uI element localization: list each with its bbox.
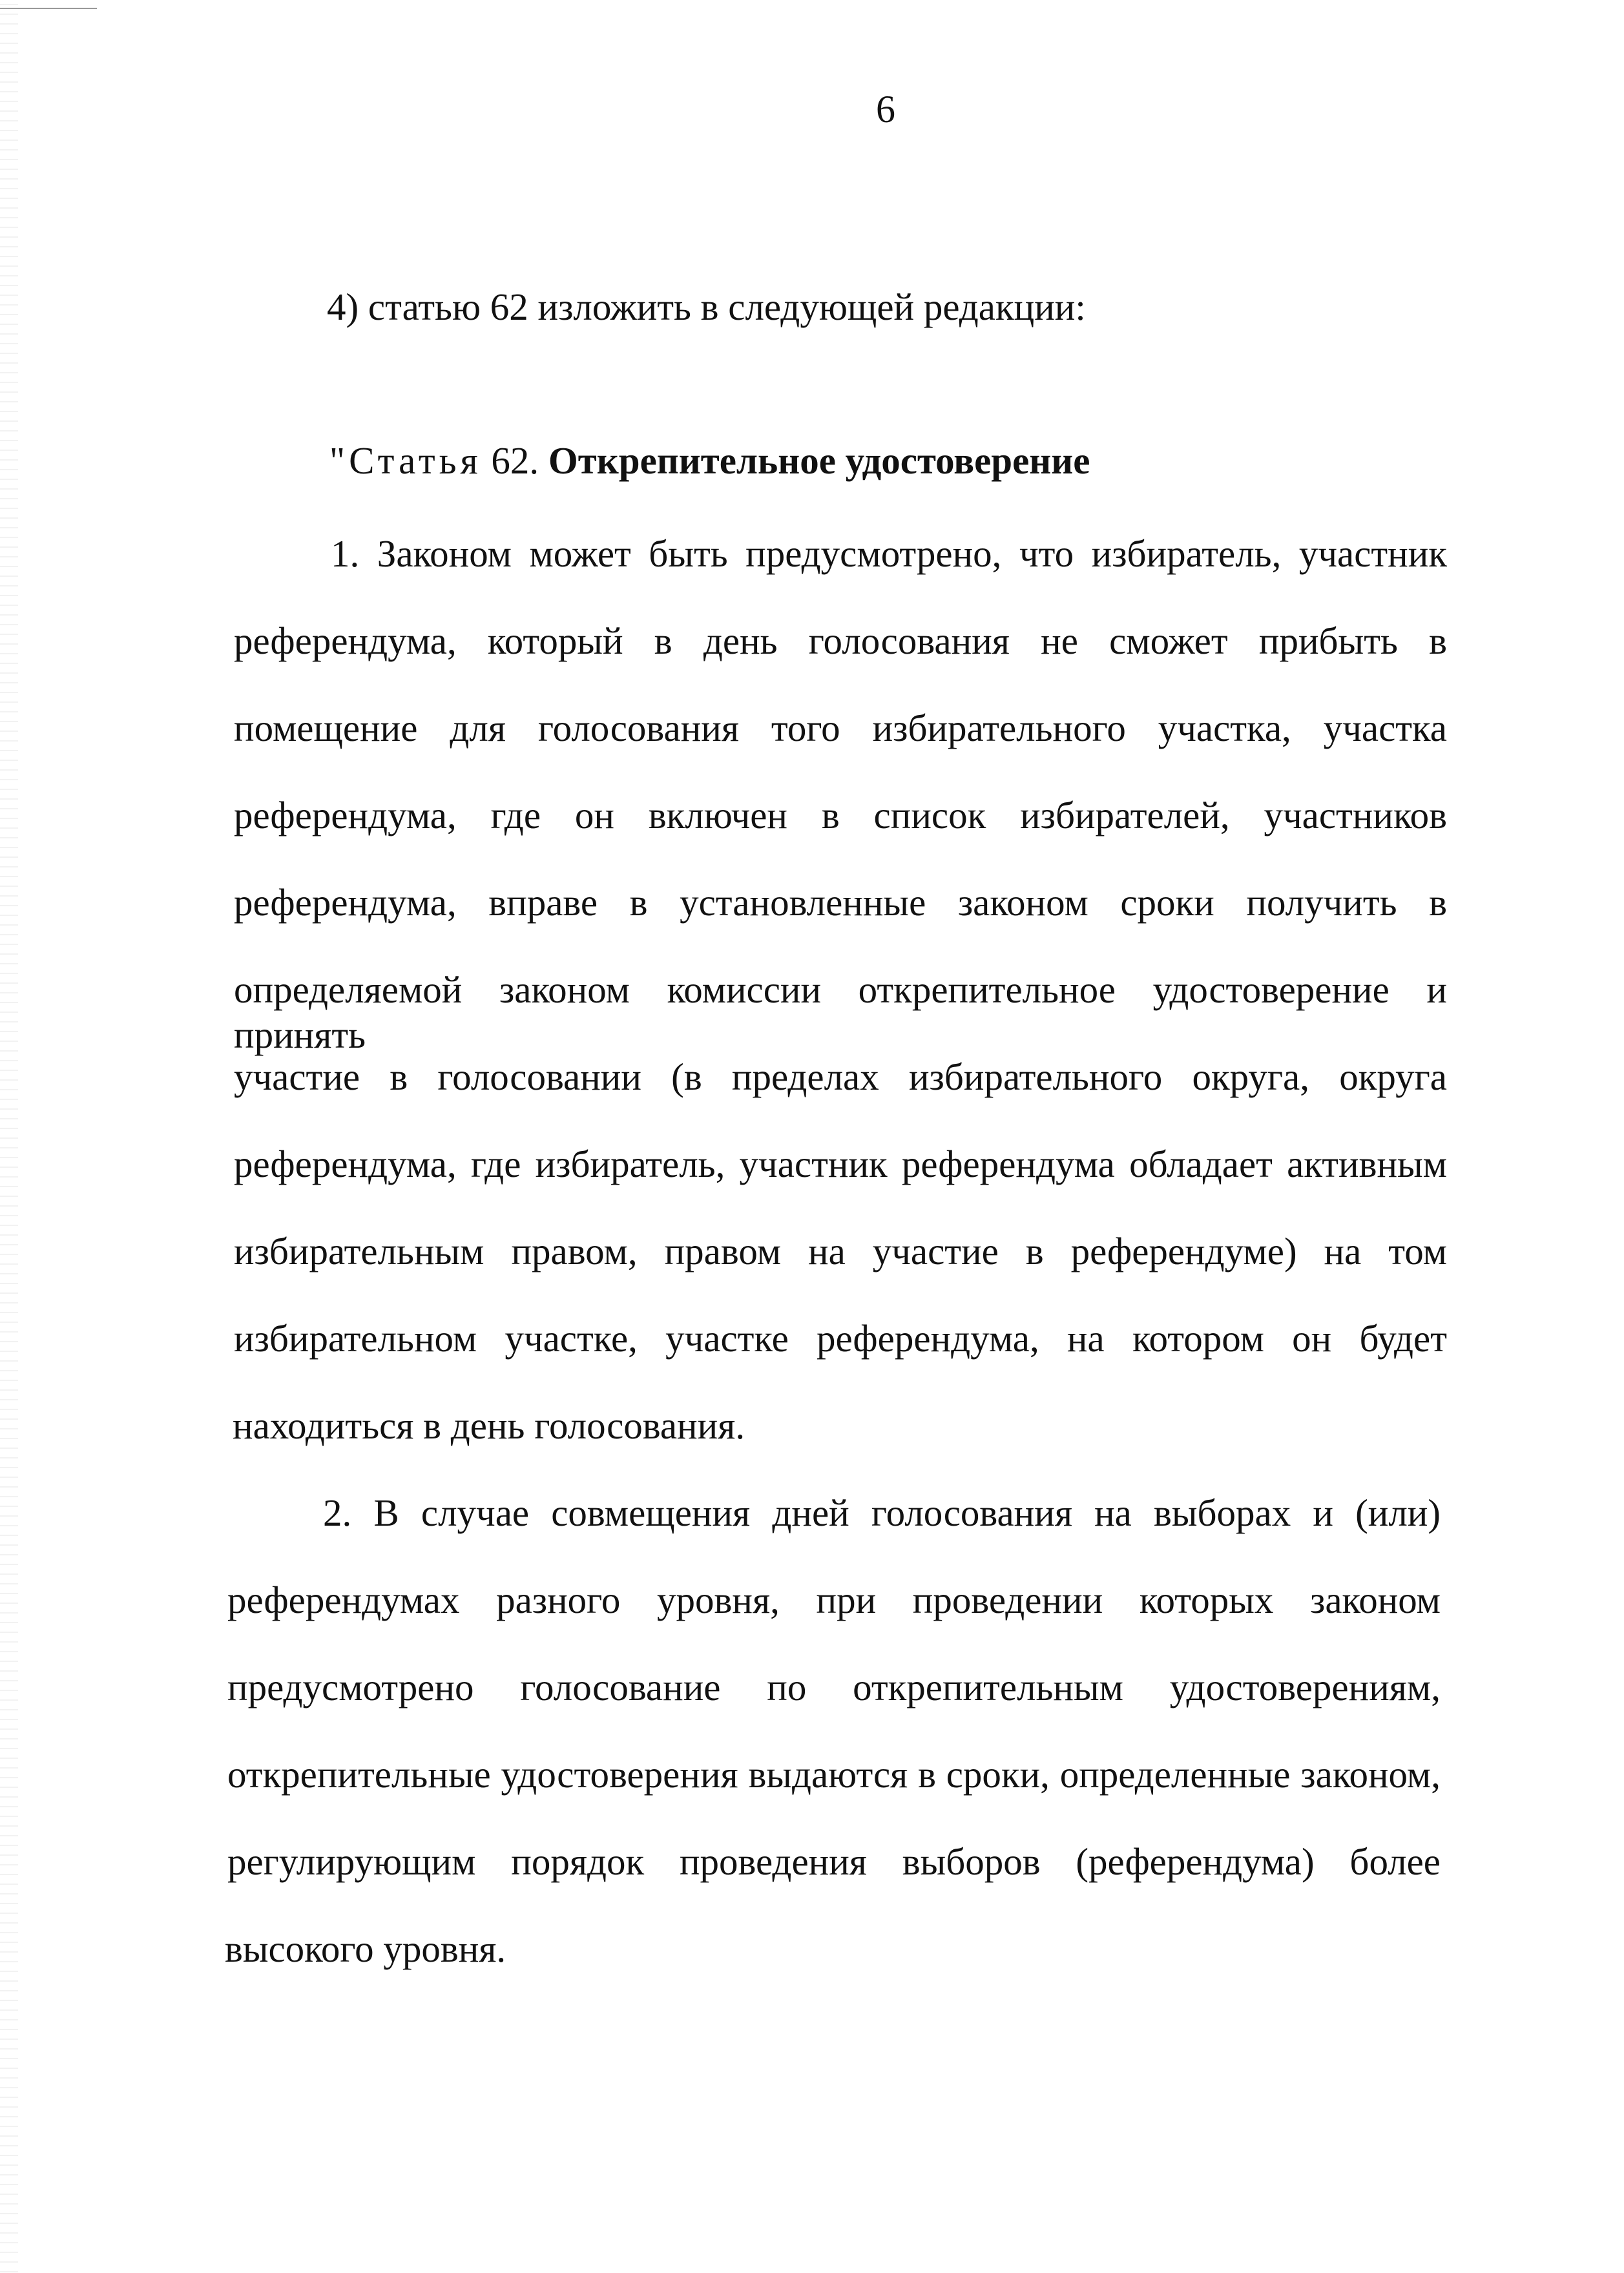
scan-line: [0, 8, 97, 9]
paragraph-1-line: референдума, где избиратель, участник референдума обладает активным: [234, 1143, 1447, 1185]
paragraph-1-line: участие в голосовании (в пределах избирательного округа, округа: [234, 1055, 1447, 1098]
paragraph-2-line: регулирующим порядок проведения выборов (референдума) более: [227, 1840, 1441, 1883]
article-prefix: "Статья: [329, 439, 482, 482]
paragraph-2-line: 2. В случае совмещения дней голосования на выборах и (или): [323, 1491, 1441, 1534]
paragraph-1-line: определяемой законом комиссии открепительное удостоверение и принять: [234, 968, 1447, 1056]
paragraph-1-line: избирательном участке, участке референдума, на котором он будет: [234, 1317, 1447, 1360]
article-heading: [329, 438, 1090, 483]
paragraph-1-line: референдума, где он включен в список избирателей, участников: [234, 794, 1447, 836]
paragraph-2-line: высокого уровня.: [225, 1927, 506, 1970]
paragraph-1-line: референдума, который в день голосования не сможет прибыть в: [234, 619, 1447, 662]
page-number: 6: [876, 88, 895, 130]
scan-edge: [0, 0, 18, 2273]
paragraph-2-line: открепительные удостоверения выдаются в сроки, определенные законом,: [227, 1753, 1441, 1796]
paragraph-1-line: помещение для голосования того избирательного участка, участка: [234, 707, 1447, 749]
paragraph-1-line: референдума, вправе в установленные законом сроки получить в: [234, 881, 1447, 924]
article-number: 62.: [491, 439, 539, 482]
paragraph-1-line: 1. Законом может быть предусмотрено, что избиратель, участник: [331, 532, 1447, 575]
amendment-instruction: 4) статью 62 изложить в следующей редакции:: [327, 285, 1086, 328]
paragraph-1-line: избирательным правом, правом на участие в референдуме) на том: [234, 1230, 1447, 1272]
article-title: Открепительное удостоверение: [548, 439, 1090, 482]
paragraph-1-line: находиться в день голосования.: [233, 1404, 745, 1447]
paragraph-2-line: предусмотрено голосование по открепительным удостоверениям,: [227, 1666, 1441, 1708]
paragraph-2-line: референдумах разного уровня, при проведении которых законом: [227, 1579, 1441, 1621]
